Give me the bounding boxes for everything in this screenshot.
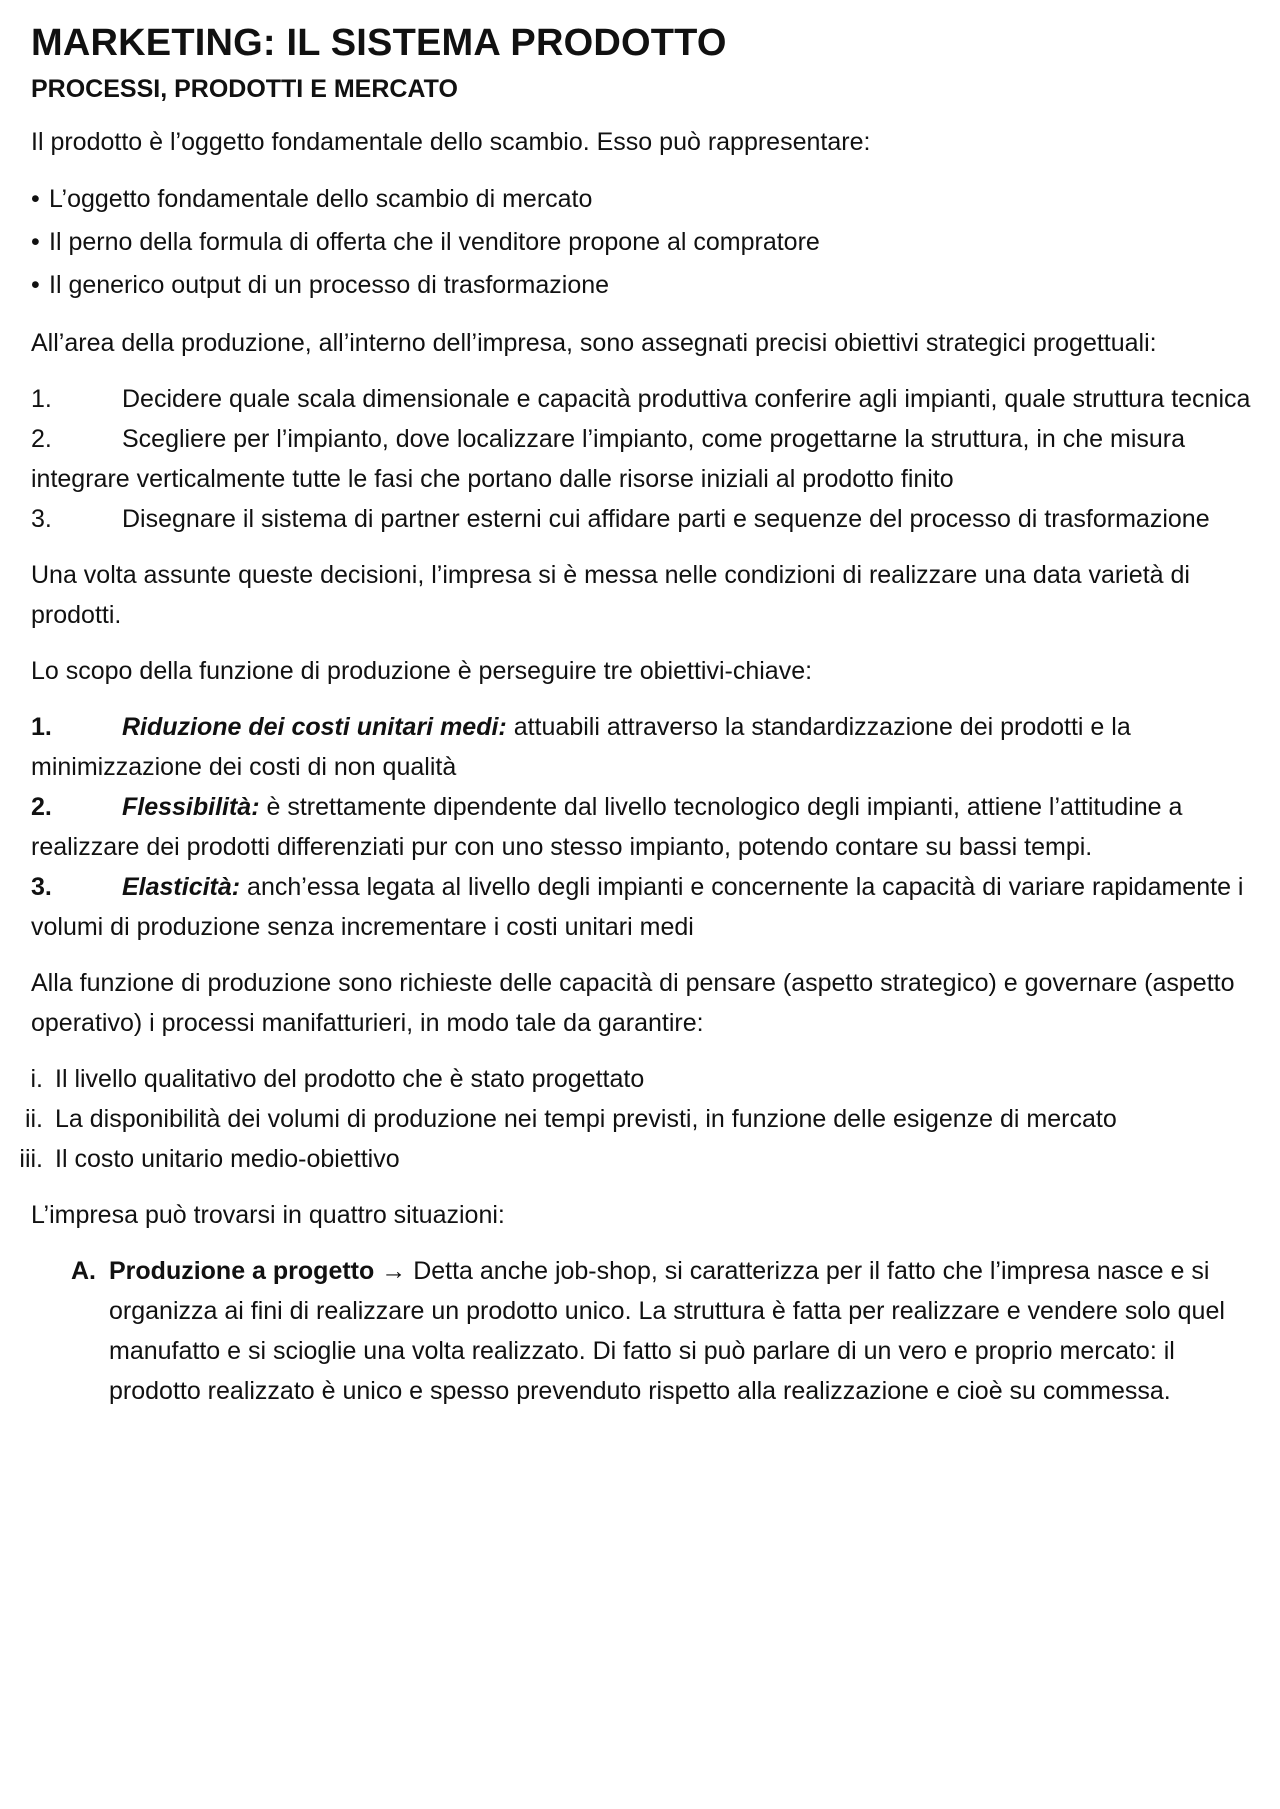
objective-term: Riduzione dei costi unitari medi:: [122, 713, 507, 741]
bullet-icon: •: [31, 271, 40, 299]
list-item: [19, 1139, 1256, 1179]
list-item-body: [109, 1251, 1256, 1411]
list-letter: A.: [71, 1257, 96, 1285]
key-objectives-list: [31, 707, 1256, 947]
list-item-text: Il costo unitario medio-obiettivo: [55, 1145, 400, 1173]
situations-list: [31, 1251, 1256, 1411]
list-item-text: Il livello qualitativo del prodotto che è stato progettato: [55, 1065, 645, 1093]
list-item: [31, 867, 1256, 947]
list-number: 2.: [31, 425, 52, 453]
list-item-text: Il perno della formula di offerta che il venditore propone al compratore: [49, 228, 820, 256]
guarantees-list: [19, 1059, 1256, 1179]
list-item: [31, 178, 1256, 221]
list-item-text: anch’essa legata al livello degli impianti e concernente la capacità di variare rapidamente i volumi di produzione senza incrementare i costi unitari medi: [31, 873, 1244, 941]
list-item: [31, 264, 1256, 307]
list-item: [31, 221, 1256, 264]
list-item: [31, 499, 1256, 539]
list-item-text: Il generico output di un processo di trasformazione: [49, 271, 610, 299]
bullet-list: [31, 178, 1256, 307]
list-item-text: Disegnare il sistema di partner esterni cui affidare parti e sequenze del processo di trasformazione: [122, 505, 1210, 533]
list-item: [31, 1059, 1256, 1099]
list-item-text: Detta anche job-shop, si caratterizza per il fatto che l’impresa nasce e si organizza ai fini di realizzare un prodotto unico. La struttura è fatta per realizzare e vendere solo quel manufatto e si scioglie una volta realizzato. Di fatto si può parlare di un vero e proprio mercato: il prodotto realizzato è unico e spesso prevenduto rispetto alla realizzazione e cioè su commessa.: [109, 1257, 1225, 1405]
document-page: [19, 22, 1256, 1411]
list-item-text: La disponibilità dei volumi di produzione nei tempi previsti, in funzione delle esigenze di mercato: [55, 1105, 1117, 1133]
list-item-text: L’oggetto fondamentale dello scambio di mercato: [49, 185, 593, 213]
list-item: [31, 419, 1256, 499]
list-number: 1.: [31, 385, 52, 413]
situations-paragraph: L’impresa può trovarsi in quattro situazioni:: [31, 1201, 505, 1229]
list-number: 3.: [31, 873, 52, 901]
list-item: [31, 787, 1256, 867]
bullet-icon: •: [31, 185, 40, 213]
list-number: 2.: [31, 793, 52, 821]
list-item-text: attuabili attraverso la standardizzazione dei prodotti e la minimizzazione dei costi di non qualità: [31, 713, 1131, 781]
objective-term: Flessibilità:: [122, 793, 260, 821]
list-item: [24, 1099, 1256, 1139]
scope-paragraph: Lo scopo della funzione di produzione è perseguire tre obiettivi-chiave:: [31, 657, 813, 685]
capabilities-paragraph: Alla funzione di produzione sono richieste delle capacità di pensare (aspetto strategico) e governare (aspetto operativo) i processi manifatturieri, in modo tale da garantire:: [31, 969, 1235, 1037]
bullet-icon: •: [31, 228, 40, 256]
decisions-paragraph: Una volta assunte queste decisioni, l’impresa si è messa nelle condizioni di realizzare una data varietà di prodotti.: [31, 561, 1190, 629]
arrow-right-icon: →: [381, 1257, 407, 1285]
list-number: 1.: [31, 713, 52, 741]
list-item: [31, 707, 1256, 787]
list-number: ii.: [24, 1105, 43, 1133]
list-number: iii.: [19, 1145, 43, 1173]
strategic-objectives-list: [31, 379, 1256, 539]
situation-term: Produzione a progetto: [109, 1257, 375, 1285]
list-item-text: è strettamente dipendente dal livello tecnologico degli impianti, attiene l’attitudine a realizzare dei prodotti differenziati pur con uno stesso impianto, potendo contare su bassi tempi.: [31, 793, 1183, 861]
page-title: MARKETING: IL SISTEMA PRODOTTO: [31, 22, 727, 64]
list-item: [31, 379, 1256, 419]
list-number: i.: [30, 1065, 43, 1093]
intro-paragraph: Il prodotto è l’oggetto fondamentale dello scambio. Esso può rappresentare:: [31, 128, 871, 156]
list-item-text: Scegliere per l’impianto, dove localizzare l’impianto, come progettarne la struttura, in che misura integrare verticalmente tutte le fasi che portano dalle risorse iniziali al prodotto finito: [31, 425, 1186, 493]
production-area-paragraph: All’area della produzione, all’interno dell’impresa, sono assegnati precisi obiettivi strategici progettuali:: [31, 329, 1157, 357]
list-item-text: Decidere quale scala dimensionale e capacità produttiva conferire agli impianti, quale struttura tecnica: [122, 385, 1251, 413]
list-item: [31, 1251, 1256, 1411]
objective-term: Elasticità:: [122, 873, 241, 901]
section-heading: PROCESSI, PRODOTTI E MERCATO: [31, 75, 458, 103]
list-number: 3.: [31, 505, 52, 533]
